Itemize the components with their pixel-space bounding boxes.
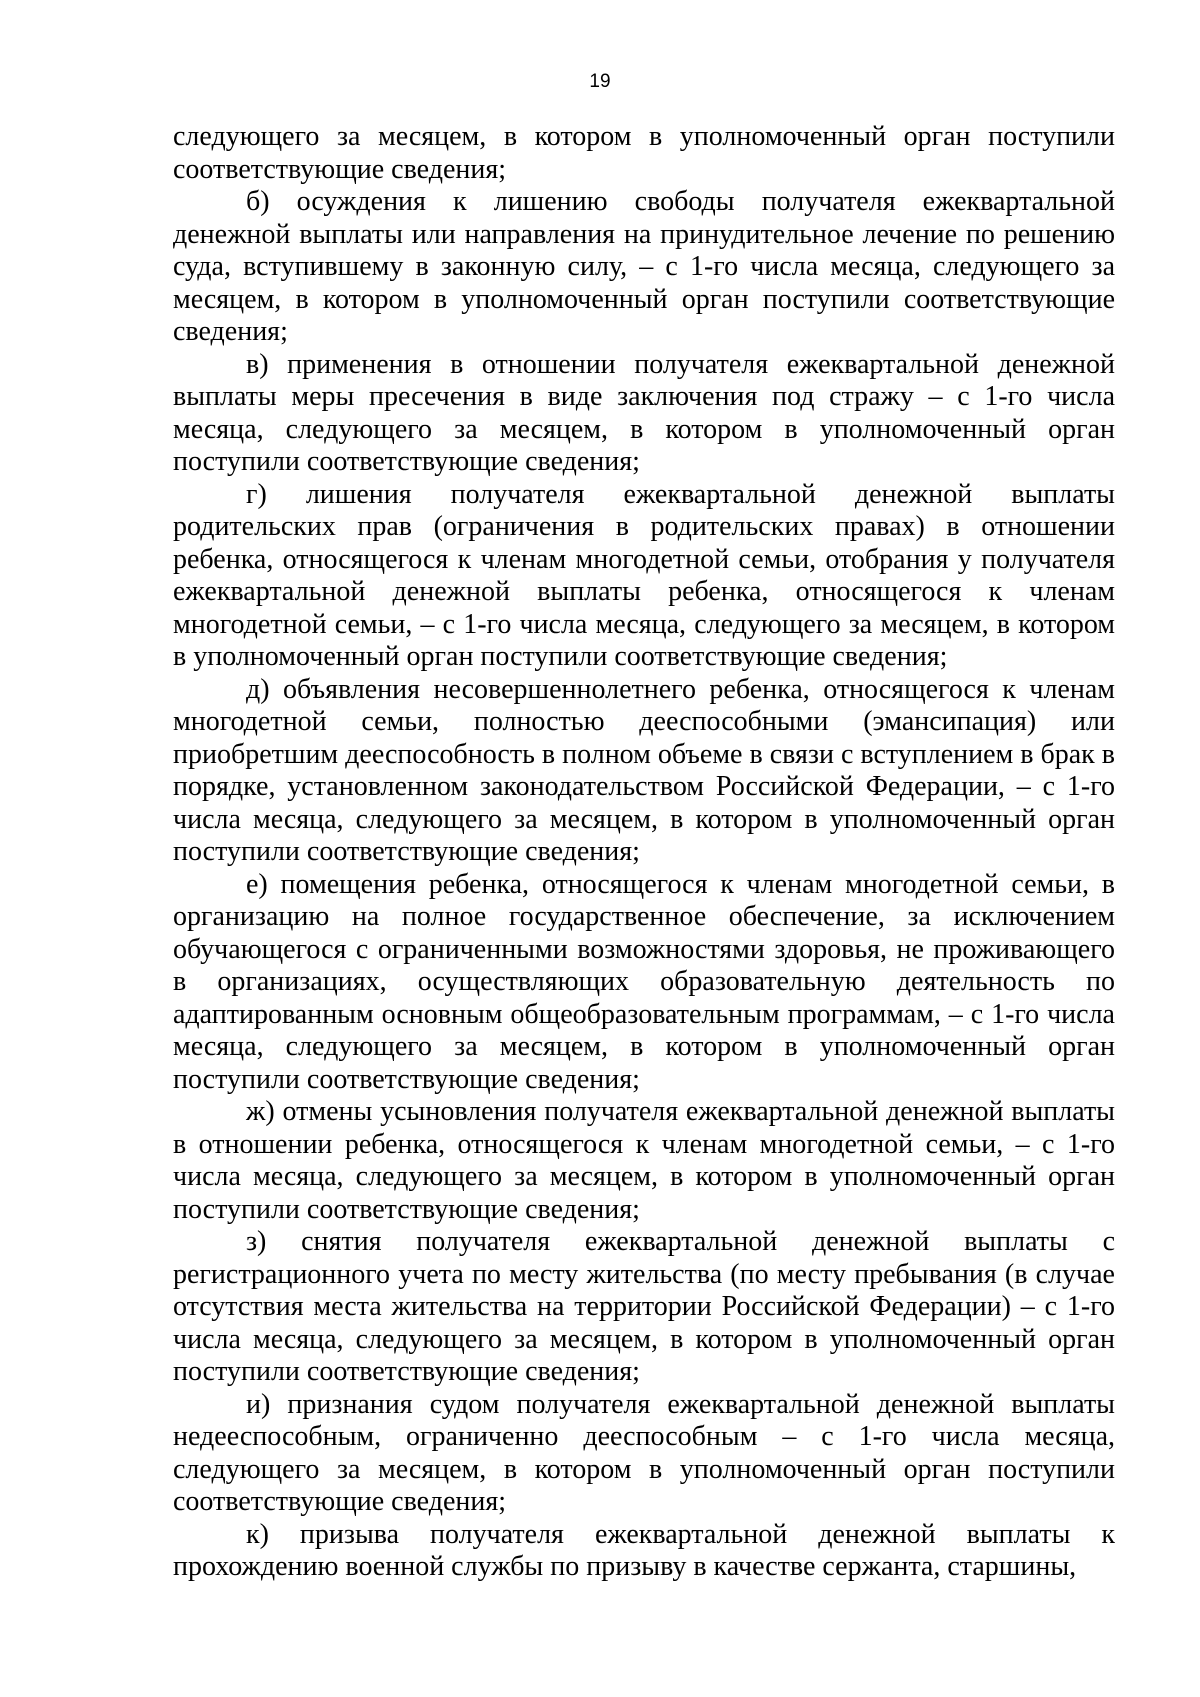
paragraph-item-e: е) помещения ребенка, относящегося к членам многодетной семьи, в организацию на полное государственное обеспечение, за исключением обучающегося с ограниченными возможностями здоровья, не проживающего в организациях, осуществляющих образовательную деятельность по адаптированным основным общеобразовательным программам, – с 1-го числа месяца, следующего за месяцем, в котором в уполномоченный орган поступили соответствующие сведения; xyxy=(173,868,1115,1095)
paragraph-item-d: д) объявления несовершеннолетнего ребенка, относящегося к членам многодетной семьи, полностью дееспособными (эмансипация) или приобретшим дееспособность в полном объеме в связи с вступлением в брак в порядке, установленном законодательством Российской Федерации, – с 1-го числа месяца, следующего за месяцем, в котором в уполномоченный орган поступили соответствующие сведения; xyxy=(173,673,1115,867)
paragraph-item-i: и) признания судом получателя ежеквартальной денежной выплаты недееспособным, ограниченно дееспособным – с 1-го числа месяца, следующего за месяцем, в котором в уполномоченный орган поступили соответствующие сведения; xyxy=(173,1388,1115,1517)
paragraph-item-g: г) лишения получателя ежеквартальной денежной выплаты родительских прав (ограничения в родительских правах) в отношении ребенка, относящегося к членам многодетной семьи, отобрания у получателя ежеквартальной денежной выплаты ребенка, относящегося к членам многодетной семьи, – с 1-го числа месяца, следующего за месяцем, в котором в уполномоченный орган поступили соответствующие сведения; xyxy=(173,478,1115,672)
paragraph-continuation: следующего за месяцем, в котором в уполномоченный орган поступили соответствующие сведения; xyxy=(173,121,1115,185)
paragraph-item-z: з) снятия получателя ежеквартальной денежной выплаты с регистрационного учета по месту жительства (по месту пребывания (в случае отсутствия места жительства на территории Российской Федерации) – с 1-го числа месяца, следующего за месяцем, в котором в уполномоченный орган поступили соответствующие сведения; xyxy=(173,1226,1115,1387)
paragraph-item-k: к) призыва получателя ежеквартальной денежной выплаты к прохождению военной службы по призыву в качестве сержанта, старшины, xyxy=(173,1518,1115,1582)
paragraph-item-v: в) применения в отношении получателя ежеквартальной денежной выплаты меры пресечения в виде заключения под стражу – с 1-го числа месяца, следующего за месяцем, в котором в уполномоченный орган поступили соответствующие сведения; xyxy=(173,348,1115,477)
document-body xyxy=(173,121,1115,1584)
page-number: 19 xyxy=(589,71,611,92)
paragraph-item-b: б) осуждения к лишению свободы получателя ежеквартальной денежной выплаты или направления на принудительное лечение по решению суда, вступившему в законную силу, – с 1-го числа месяца, следующего за месяцем, в котором в уполномоченный орган поступили соответствующие сведения; xyxy=(173,186,1115,347)
paragraph-item-zh: ж) отмены усыновления получателя ежеквартальной денежной выплаты в отношении ребенка, относящегося к членам многодетной семьи, – с 1-го числа месяца, следующего за месяцем, в котором в уполномоченный орган поступили соответствующие сведения; xyxy=(173,1096,1115,1225)
